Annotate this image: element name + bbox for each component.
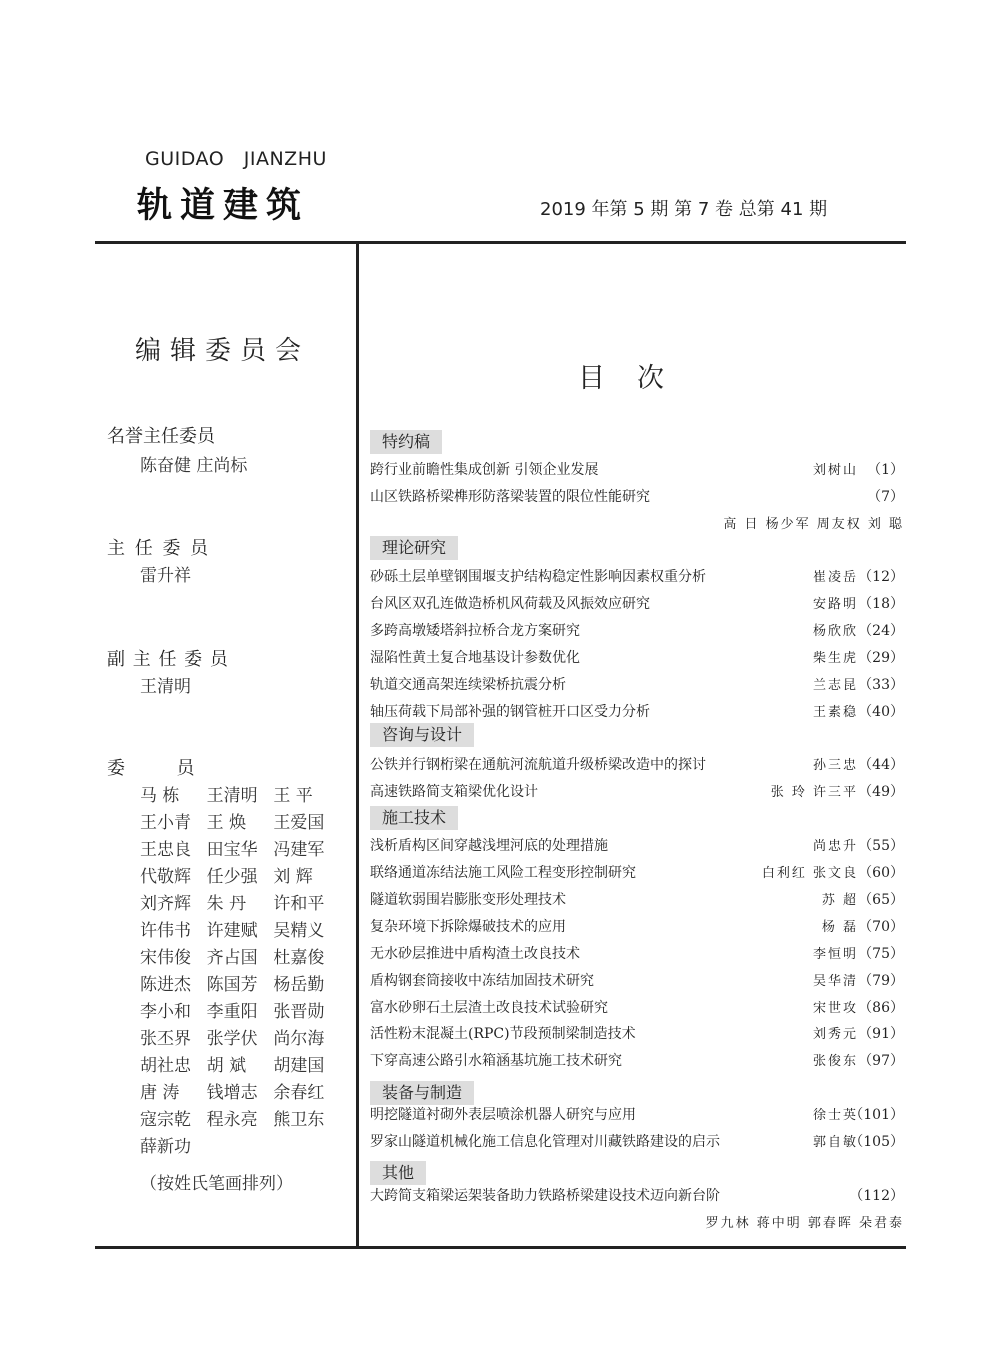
article-author: 杨欣欣 xyxy=(812,624,858,639)
article-page: （44） xyxy=(858,757,904,773)
member-name: 王小青 xyxy=(140,813,191,833)
article-title: 山区铁路桥梁榫形防落梁装置的限位性能研究 xyxy=(370,489,650,505)
toc-entry[interactable] xyxy=(370,593,904,615)
article-page: （101） xyxy=(849,1107,904,1123)
article-author: 郭自敏 xyxy=(812,1135,858,1150)
member-name: 张丕界 xyxy=(140,1029,191,1049)
member-name: 李小和 xyxy=(140,1002,191,1022)
article-author: 李恒明 xyxy=(812,947,858,962)
article-author: 白利红 张文良 xyxy=(761,866,858,881)
member-name: 王爱国 xyxy=(273,813,325,833)
article-author: 王素稳 xyxy=(812,705,858,720)
toc-title: 目次 xyxy=(578,363,696,394)
toc-entry[interactable] xyxy=(370,647,904,669)
member-name: 杨岳勤 xyxy=(273,975,325,995)
member-name: 任少强 xyxy=(206,867,258,887)
article-page: （12） xyxy=(858,569,904,585)
toc-entry[interactable] xyxy=(370,566,904,588)
member-name: 王忠良 xyxy=(140,840,191,860)
article-page: （24） xyxy=(858,623,904,639)
vice-director-names: 王清明 xyxy=(140,677,191,697)
article-title: 盾构钢套筒接收中冻结加固技术研究 xyxy=(370,973,594,989)
toc-entry[interactable] xyxy=(370,701,904,723)
member-row xyxy=(140,808,340,835)
article-author: 苏 超 xyxy=(821,893,858,908)
member-name: 熊卫东 xyxy=(273,1110,325,1130)
committee-title: 编辑委员会 xyxy=(135,336,311,366)
member-name: 许伟书 xyxy=(140,921,191,941)
top-rule xyxy=(95,241,906,244)
toc-entry[interactable] xyxy=(370,1023,904,1045)
article-title: 明挖隧道衬砌外表层喷涂机器人研究与应用 xyxy=(370,1107,636,1123)
member-row xyxy=(140,862,340,889)
member-row xyxy=(140,1105,340,1132)
article-author: 徐士英 xyxy=(812,1108,858,1123)
article-title: 联络通道冻结法施工风险工程变形控制研究 xyxy=(370,865,636,881)
article-page: （79） xyxy=(858,973,904,989)
section-invited: 特约稿 xyxy=(370,430,442,454)
member-name: 刘 辉 xyxy=(273,867,313,887)
article-title: 隧道软弱围岩膨胀变形处理技术 xyxy=(370,892,566,908)
article-author: 安路明 xyxy=(812,597,858,612)
article-page: （91） xyxy=(858,1026,904,1042)
toc-entry[interactable] xyxy=(370,889,904,911)
member-name: 陈进杰 xyxy=(140,975,191,995)
article-author: 刘树山 xyxy=(812,463,858,478)
member-name: 余春红 xyxy=(273,1083,325,1103)
toc-entry[interactable] xyxy=(370,459,904,481)
member-name: 薛新功 xyxy=(140,1137,191,1157)
article-title: 大跨简支箱梁运架装备助力铁路桥梁建设技术迈向新台阶 xyxy=(370,1188,720,1204)
article-author: 孙三忠 xyxy=(812,758,858,773)
member-row xyxy=(140,781,340,808)
article-title: 浅析盾构区间穿越浅埋河底的处理措施 xyxy=(370,838,608,854)
article-page: （75） xyxy=(858,946,904,962)
vice-director-role: 副 主 任 委 员 xyxy=(107,649,229,670)
member-name: 代敬辉 xyxy=(140,867,191,887)
member-row xyxy=(140,889,340,916)
toc-entry[interactable] xyxy=(370,970,904,992)
article-page: （105） xyxy=(849,1134,904,1150)
member-row xyxy=(140,1078,340,1105)
member-name: 尚尔海 xyxy=(273,1029,325,1049)
article-page: （40） xyxy=(858,704,904,720)
article-author: 杨 磊 xyxy=(821,920,858,935)
member-name: 胡社忠 xyxy=(140,1056,191,1076)
toc-entry[interactable] xyxy=(370,1185,904,1207)
member-name: 宋伟俊 xyxy=(140,948,191,968)
article-title: 富水砂卵石土层渣土改良技术试验研究 xyxy=(370,1000,608,1016)
article-page: （112） xyxy=(849,1188,904,1204)
article-page: （65） xyxy=(858,892,904,908)
toc-entry[interactable] xyxy=(370,997,904,1019)
article-author: 张 玲 许三平 xyxy=(770,785,858,800)
article-page: （86） xyxy=(858,1000,904,1016)
member-row xyxy=(140,916,340,943)
toc-entry[interactable] xyxy=(370,1131,904,1153)
journal-title: 轨道建筑 xyxy=(137,186,310,226)
issue-info: 2019 年第 5 期 第 7 卷 总第 41 期 xyxy=(540,199,828,220)
article-title: 活性粉末混凝土(RPC)节段预制梁制造技术 xyxy=(370,1026,636,1042)
article-title: 多跨高墩矮塔斜拉桥合龙方案研究 xyxy=(370,623,580,639)
member-order-note: （按姓氏笔画排列） xyxy=(140,1174,293,1194)
member-name: 齐占国 xyxy=(206,948,258,968)
member-row xyxy=(140,1132,340,1159)
member-name: 张晋勋 xyxy=(273,1002,325,1022)
toc-entry[interactable] xyxy=(370,835,904,857)
member-name: 马 栋 xyxy=(140,786,180,806)
member-name: 陈国芳 xyxy=(206,975,258,995)
article-title: 湿陷性黄土复合地基设计参数优化 xyxy=(370,650,580,666)
member-name: 王清明 xyxy=(206,786,258,806)
member-name: 冯建军 xyxy=(273,840,325,860)
member-name: 胡 斌 xyxy=(206,1056,247,1076)
column-divider xyxy=(356,243,359,1247)
member-row xyxy=(140,835,340,862)
toc-entry[interactable] xyxy=(370,781,904,803)
member-name: 王 焕 xyxy=(206,813,247,833)
article-page: （49） xyxy=(858,784,904,800)
honorary-director-role: 名誉主任委员 xyxy=(107,426,215,447)
section-others: 其他 xyxy=(370,1161,426,1185)
member-row xyxy=(140,970,340,997)
article-page: （70） xyxy=(858,919,904,935)
member-name: 杜嘉俊 xyxy=(273,948,325,968)
member-name: 许和平 xyxy=(273,894,325,914)
journal-pinyin-title: GUIDAO JIANZHU xyxy=(145,148,327,170)
section-equipment-manufacturing: 装备与制造 xyxy=(370,1081,474,1105)
member-name: 李重阳 xyxy=(206,1002,258,1022)
article-author: 张俊东 xyxy=(812,1054,858,1069)
toc-entry[interactable] xyxy=(370,916,904,938)
article-author: 刘秀元 xyxy=(812,1027,858,1042)
article-author: 宋世攻 xyxy=(812,1001,858,1016)
member-name: 王 平 xyxy=(273,786,313,806)
article-page: （33） xyxy=(858,677,904,693)
toc-entry[interactable] xyxy=(370,862,904,884)
member-name: 程永亮 xyxy=(206,1110,258,1130)
article-title: 高速铁路简支箱梁优化设计 xyxy=(370,784,538,800)
article-author: 吴华清 xyxy=(812,974,858,989)
member-name: 刘齐辉 xyxy=(140,894,191,914)
article-page: （97） xyxy=(858,1053,904,1069)
article-page: （7） xyxy=(867,489,904,505)
article-title: 公铁并行钢桁梁在通航河流航道升级桥梁改造中的探讨 xyxy=(370,757,706,773)
article-title: 砂砾土层单壁钢围堰支护结构稳定性影响因素权重分析 xyxy=(370,569,706,585)
section-construction: 施工技术 xyxy=(370,806,458,830)
toc-entry[interactable] xyxy=(370,486,904,508)
member-name: 钱增志 xyxy=(206,1083,258,1103)
article-author: 崔凌岳 xyxy=(812,570,858,585)
toc-entry[interactable] xyxy=(370,620,904,642)
article-authors-line: 高 日 杨少军 周友权 刘 聪 xyxy=(723,517,904,532)
member-name: 田宝华 xyxy=(206,840,258,860)
member-name: 胡建国 xyxy=(273,1056,325,1076)
toc-entry[interactable] xyxy=(370,674,904,696)
article-title: 跨行业前瞻性集成创新 引领企业发展 xyxy=(370,462,599,478)
article-page: （55） xyxy=(858,838,904,854)
toc-entry[interactable] xyxy=(370,1104,904,1126)
member-name: 张学伏 xyxy=(206,1029,258,1049)
member-name: 唐 涛 xyxy=(140,1083,180,1103)
member-name: 吴精义 xyxy=(273,921,325,941)
member-row xyxy=(140,943,340,970)
article-title: 罗家山隧道机械化施工信息化管理对川藏铁路建设的启示 xyxy=(370,1134,720,1150)
member-name: 朱 丹 xyxy=(206,894,247,914)
article-page: （18） xyxy=(858,596,904,612)
article-title: 轨道交通高架连续梁桥抗震分析 xyxy=(370,677,566,693)
article-author: 尚忠升 xyxy=(812,839,858,854)
member-row xyxy=(140,1024,340,1051)
toc-entry[interactable] xyxy=(370,1050,904,1072)
member-row xyxy=(140,997,340,1024)
toc-entry[interactable] xyxy=(370,943,904,965)
member-row xyxy=(140,1051,340,1078)
article-title: 台风区双孔连做造桥机风荷载及风振效应研究 xyxy=(370,596,650,612)
bottom-rule xyxy=(95,1246,906,1249)
article-page: （1） xyxy=(867,462,904,478)
member-name: 许建赋 xyxy=(206,921,258,941)
member-name xyxy=(273,1132,340,1159)
article-title: 无水砂层推进中盾构渣土改良技术 xyxy=(370,946,580,962)
article-title: 轴压荷载下局部补强的钢管桩开口区受力分析 xyxy=(370,704,650,720)
director-role: 主 任 委 员 xyxy=(107,538,211,559)
member-list xyxy=(140,781,340,1159)
article-title: 下穿高速公路引水箱涵基坑施工技术研究 xyxy=(370,1053,622,1069)
article-author: 柴生虎 xyxy=(812,651,858,666)
director-names: 雷升祥 xyxy=(140,566,191,586)
article-authors-line: 罗九林 蒋中明 郭春晖 朵君泰 xyxy=(705,1216,904,1231)
article-author: 兰志昆 xyxy=(812,678,858,693)
honorary-director-names: 陈奋健 庄尚标 xyxy=(140,456,248,476)
article-page: （60） xyxy=(858,865,904,881)
article-title: 复杂环境下拆除爆破技术的应用 xyxy=(370,919,566,935)
toc-entry[interactable] xyxy=(370,754,904,776)
member-name xyxy=(207,1132,274,1159)
members-role: 委 员 xyxy=(107,758,195,779)
section-consulting-design: 咨询与设计 xyxy=(370,723,474,747)
section-theory: 理论研究 xyxy=(370,536,458,560)
member-name: 寇宗乾 xyxy=(140,1110,191,1130)
article-page: （29） xyxy=(858,650,904,666)
